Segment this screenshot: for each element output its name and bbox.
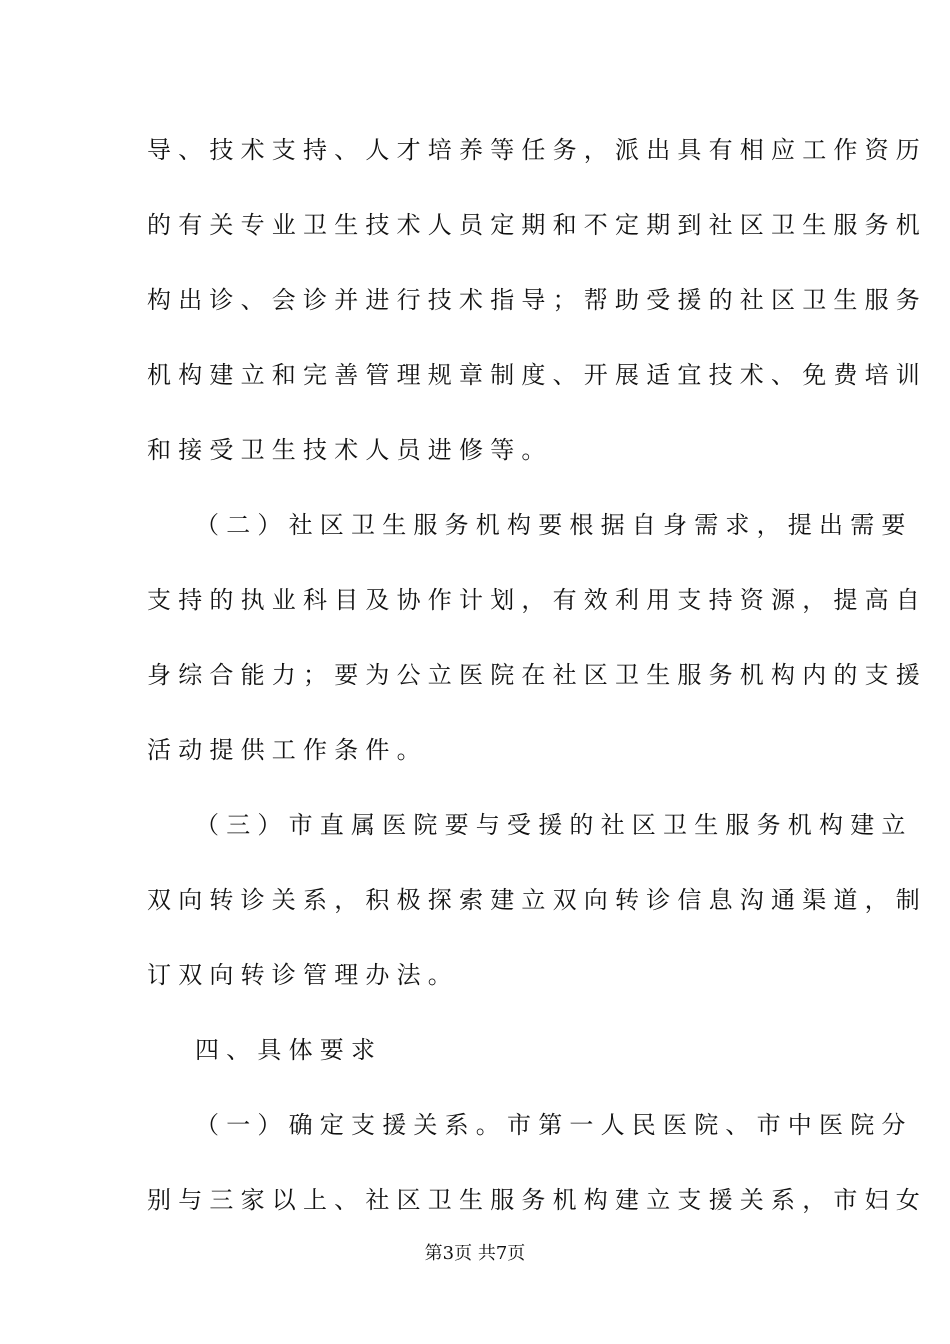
text-line: 导、技术支持、人才培养等任务，派出具有相应工作资历	[147, 136, 927, 164]
paragraph-line-indented: （一）确定支援关系。市第一人民医院、市中医院分	[195, 1111, 913, 1139]
text-line: 别与三家以上、社区卫生服务机构建立支援关系，市妇女	[147, 1186, 927, 1214]
text-line: 身综合能力；要为公立医院在社区卫生服务机构内的支援	[147, 661, 927, 689]
text-line: 双向转诊关系，积极探索建立双向转诊信息沟通渠道，制	[147, 886, 927, 914]
text-line: 的有关专业卫生技术人员定期和不定期到社区卫生服务机	[147, 211, 927, 239]
text-line: 支持的执业科目及协作计划，有效利用支持资源，提高自	[147, 586, 927, 614]
paragraph-line-indented: （二）社区卫生服务机构要根据自身需求，提出需要	[195, 511, 913, 539]
section-heading: 四、具体要求	[195, 1036, 383, 1064]
text-line: 构出诊、会诊并进行技术指导；帮助受援的社区卫生服务	[147, 286, 927, 314]
page-number-footer: 第3页 共7页	[424, 1243, 526, 1264]
paragraph-line-indented: （三）市直属医院要与受援的社区卫生服务机构建立	[195, 811, 913, 839]
text-line: 和接受卫生技术人员进修等。	[147, 436, 553, 464]
text-line: 订双向转诊管理办法。	[147, 961, 459, 989]
text-line: 机构建立和完善管理规章制度、开展适宜技术、免费培训	[147, 361, 927, 389]
text-line: 活动提供工作条件。	[147, 736, 428, 764]
